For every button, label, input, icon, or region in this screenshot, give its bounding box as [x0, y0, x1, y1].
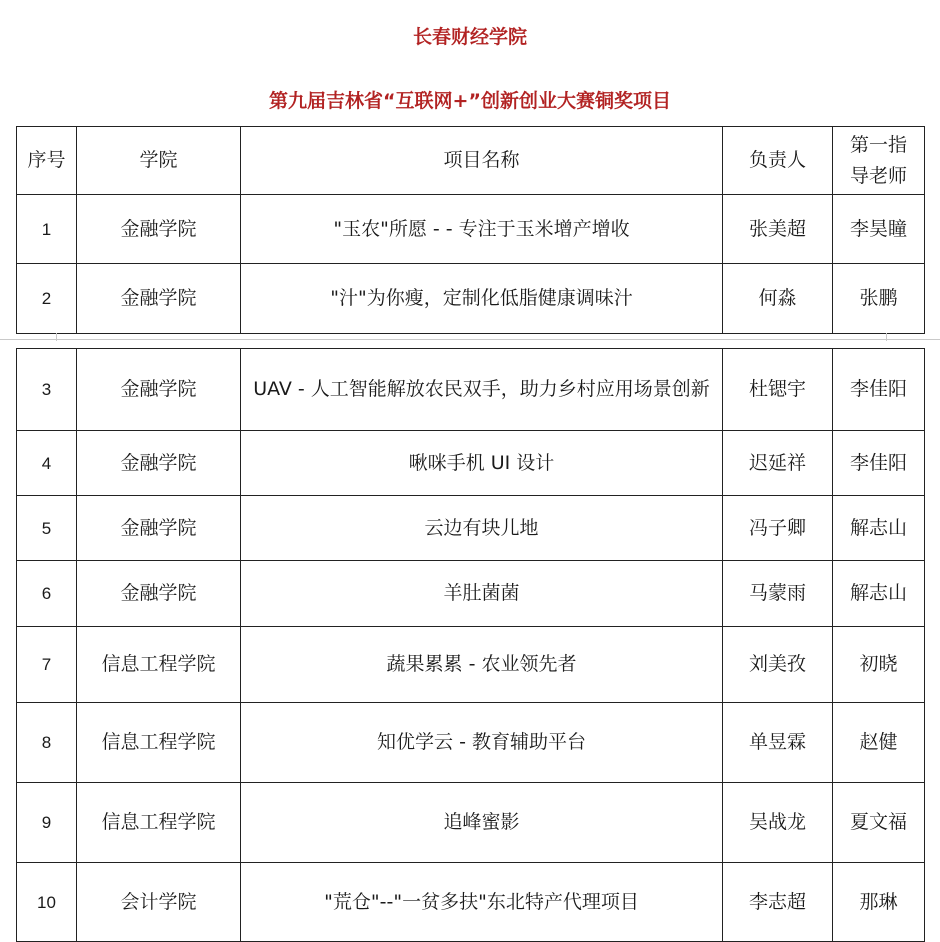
- table-row: [17, 264, 925, 334]
- row-leader: 迟延祥: [723, 431, 833, 496]
- row-college: 金融学院: [77, 431, 241, 496]
- row-project: 啾咪手机 UI 设计: [241, 431, 723, 496]
- row-leader: 李志超: [723, 863, 833, 942]
- row-project: 云边有块儿地: [241, 496, 723, 561]
- row-project: "汁"为你瘦，定制化低脂健康调味汁: [241, 264, 723, 334]
- document-title: 第九届吉林省“互联网+”创新创业大赛铜奖项目: [269, 90, 671, 112]
- awards-table-part-2: [16, 348, 925, 942]
- header-leader: 负责人: [723, 127, 833, 195]
- header-project: 项目名称: [241, 127, 723, 195]
- page-break-line: [0, 339, 940, 340]
- table-row: [17, 496, 925, 561]
- table-row: [17, 195, 925, 264]
- row-project: 知优学云 - 教育辅助平台: [241, 703, 723, 783]
- row-college: 信息工程学院: [77, 703, 241, 783]
- row-leader: 何淼: [723, 264, 833, 334]
- row-index: 5: [17, 496, 77, 561]
- row-advisor: 李佳阳: [833, 349, 925, 431]
- row-advisor: 解志山: [833, 561, 925, 627]
- row-advisor: 那琳: [833, 863, 925, 942]
- row-index: 6: [17, 561, 77, 627]
- table-row: [17, 431, 925, 496]
- row-advisor: 赵健: [833, 703, 925, 783]
- row-project: "玉农"所愿 - - 专注于玉米增产增收: [241, 195, 723, 264]
- table-row: [17, 561, 925, 627]
- row-advisor: 李昊瞳: [833, 195, 925, 264]
- row-leader: 单昱霖: [723, 703, 833, 783]
- row-index: 10: [17, 863, 77, 942]
- header-index: 序号: [17, 127, 77, 195]
- school-name: 长春财经学院: [412, 26, 527, 48]
- table-header-row: [17, 127, 925, 195]
- table-row: [17, 349, 925, 431]
- row-advisor: 李佳阳: [833, 431, 925, 496]
- row-college: 金融学院: [77, 496, 241, 561]
- row-leader: 吴战龙: [723, 783, 833, 863]
- table-row: [17, 703, 925, 783]
- row-leader: 冯子卿: [723, 496, 833, 561]
- row-leader: 刘美孜: [723, 627, 833, 703]
- row-index: 2: [17, 264, 77, 334]
- row-leader: 张美超: [723, 195, 833, 264]
- row-leader: 马蒙雨: [723, 561, 833, 627]
- awards-table-part-1: [16, 126, 925, 334]
- row-college: 信息工程学院: [77, 783, 241, 863]
- row-college: 金融学院: [77, 264, 241, 334]
- row-index: 7: [17, 627, 77, 703]
- header-advisor: 第一指导老师: [833, 127, 925, 195]
- table-row: [17, 783, 925, 863]
- row-project: UAV - 人工智能解放农民双手，助力乡村应用场景创新: [241, 349, 723, 431]
- page-break-tick: [886, 333, 887, 341]
- row-advisor: 初晓: [833, 627, 925, 703]
- row-advisor: 夏文福: [833, 783, 925, 863]
- row-index: 3: [17, 349, 77, 431]
- table-row: [17, 863, 925, 942]
- row-college: 金融学院: [77, 349, 241, 431]
- row-index: 9: [17, 783, 77, 863]
- row-project: 蔬果累累 - 农业领先者: [241, 627, 723, 703]
- row-project: "荒仓"--"一贫多扶"东北特产代理项目: [241, 863, 723, 942]
- row-index: 4: [17, 431, 77, 496]
- row-index: 1: [17, 195, 77, 264]
- row-index: 8: [17, 703, 77, 783]
- row-college: 信息工程学院: [77, 627, 241, 703]
- table-row: [17, 627, 925, 703]
- page-break-tick: [56, 333, 57, 341]
- row-project: 追峰蜜影: [241, 783, 723, 863]
- row-leader: 杜锶宇: [723, 349, 833, 431]
- row-advisor: 解志山: [833, 496, 925, 561]
- row-project: 羊肚菌菌: [241, 561, 723, 627]
- row-college: 金融学院: [77, 195, 241, 264]
- header-college: 学院: [77, 127, 241, 195]
- row-advisor: 张鹏: [833, 264, 925, 334]
- row-college: 金融学院: [77, 561, 241, 627]
- row-college: 会计学院: [77, 863, 241, 942]
